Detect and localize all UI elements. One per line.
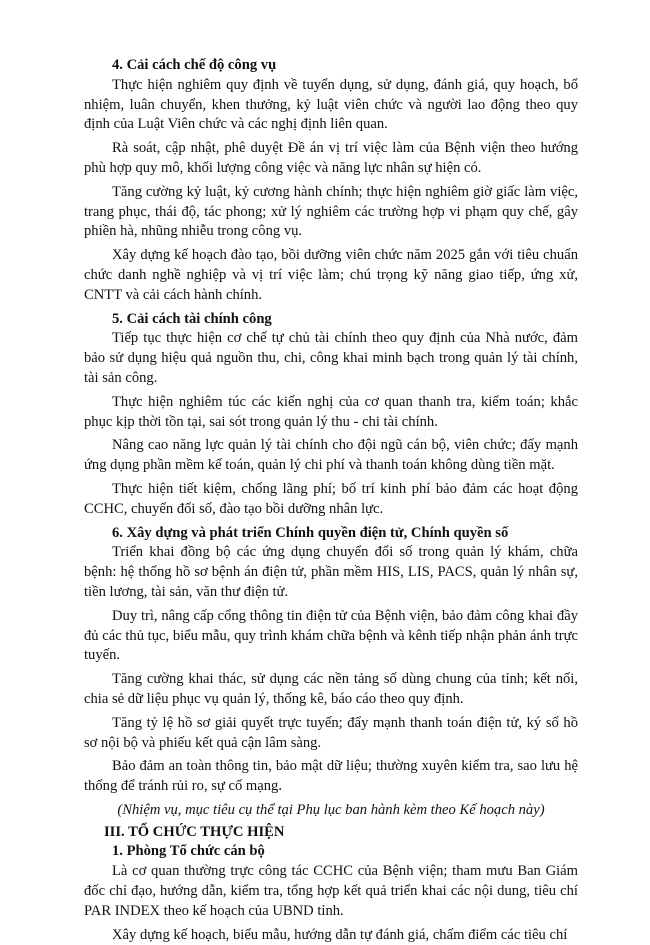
section-heading-6: 6. Xây dựng và phát triển Chính quyền điện tử, Chính quyền số [112,524,509,541]
paragraph: Thực hiện nghiêm quy định về tuyển dụng, sử dụng, đánh giá, quy hoạch, bổ nhiệm, luân chuyển, khen thưởng, kỷ luật viên chức và người lao động theo quy định của Luật Viên chức và các nghị định liên quan. [84,76,578,133]
paragraph: Tiếp tục thực hiện cơ chế tự chủ tài chính theo quy định của Nhà nước, đảm bảo sử dụng hiệu quả nguồn thu, chi, công khai minh bạch trong quản lý tài chính, tài sản công. [84,330,578,386]
sub-heading: 1. Phòng Tổ chức cán bộ [112,843,265,860]
paragraph: Bảo đảm an toàn thông tin, bảo mật dữ liệu; thường xuyên kiểm tra, sao lưu hệ thống để tránh rủi ro, sự cố mạng. [84,758,578,795]
paragraph: Xây dựng kế hoạch đào tạo, bồi dưỡng viên chức năm 2025 gắn với tiêu chuẩn chức danh nghề nghiệp và vị trí việc làm; chú trọng kỹ năng giao tiếp, ứng xử, CNTT và cải cách hành chính. [84,247,578,303]
paragraph: Tăng cường kỷ luật, kỷ cương hành chính; thực hiện nghiêm giờ giấc làm việc, trang phục, thái độ, tác phong; xử lý nghiêm các trường hợp vi phạm quy chế, gây phiền hà, nhũng nhiễu trong công vụ. [84,183,578,240]
paragraph: Là cơ quan thường trực công tác CCHC của Bệnh viện; tham mưu Ban Giám đốc chỉ đạo, hướng dẫn, kiểm tra, tổng hợp kết quả triển khai các nội dung, tiêu chí PAR INDEX theo kế hoạch của UBND tỉnh. [84,863,578,919]
paragraph: Duy trì, nâng cấp cổng thông tin điện tử của Bệnh viện, bảo đảm công khai đầy đủ các thủ tục, biểu mẫu, quy trình khám chữa bệnh và kênh tiếp nhận phản ánh trực tuyến. [84,607,578,664]
paragraph: Xây dựng kế hoạch, biểu mẫu, hướng dẫn tự đánh giá, chấm điểm các tiêu chí [112,926,568,943]
section-heading-5: 5. Cải cách tài chính công [112,310,272,327]
paragraph: Rà soát, cập nhật, phê duyệt Đề án vị trí việc làm của Bệnh viện theo hướng phù hợp quy mô, khối lượng công việc và năng lực nhân sự hiện có. [84,140,578,176]
paragraph: Tăng cường khai thác, sử dụng các nền tảng số dùng chung của tỉnh; kết nối, chia sẻ dữ liệu phục vụ quản lý, thống kê, báo cáo theo quy định. [84,671,578,707]
section-heading-4: 4. Cải cách chế độ công vụ [112,57,277,73]
part-heading: III. TỔ CHỨC THỰC HIỆN [104,823,285,840]
appendix-note: (Nhiệm vụ, mục tiêu cụ thể tại Phụ lục ban hành kèm theo Kế hoạch này) [117,801,545,818]
paragraph: Thực hiện nghiêm túc các kiến nghị của cơ quan thanh tra, kiểm toán; khắc phục kịp thời tồn tại, sai sót trong quản lý thu - chi tài chính. [84,393,578,430]
paragraph: Tăng tỷ lệ hồ sơ giải quyết trực tuyến; đẩy mạnh thanh toán điện tử, ký số hồ sơ nội bộ và phiếu kết quả cận lâm sàng. [84,714,578,751]
paragraph: Nâng cao năng lực quản lý tài chính cho đội ngũ cán bộ, viên chức; đẩy mạnh ứng dụng phần mềm kế toán, quản lý chi phí và thanh toán không dùng tiền mặt. [84,437,578,474]
paragraph: Triển khai đồng bộ các ứng dụng chuyển đổi số trong quản lý khám, chữa bệnh: hệ thống hồ sơ bệnh án điện tử, phần mềm HIS, LIS, PACS, quản lý nhân sự, tiền lương, tài sản, văn thư điện tử. [84,544,578,600]
paragraph: Thực hiện tiết kiệm, chống lãng phí; bố trí kinh phí bảo đảm các hoạt động CCHC, chuyển đổi số, đào tạo bồi dưỡng nhân lực. [84,480,578,517]
